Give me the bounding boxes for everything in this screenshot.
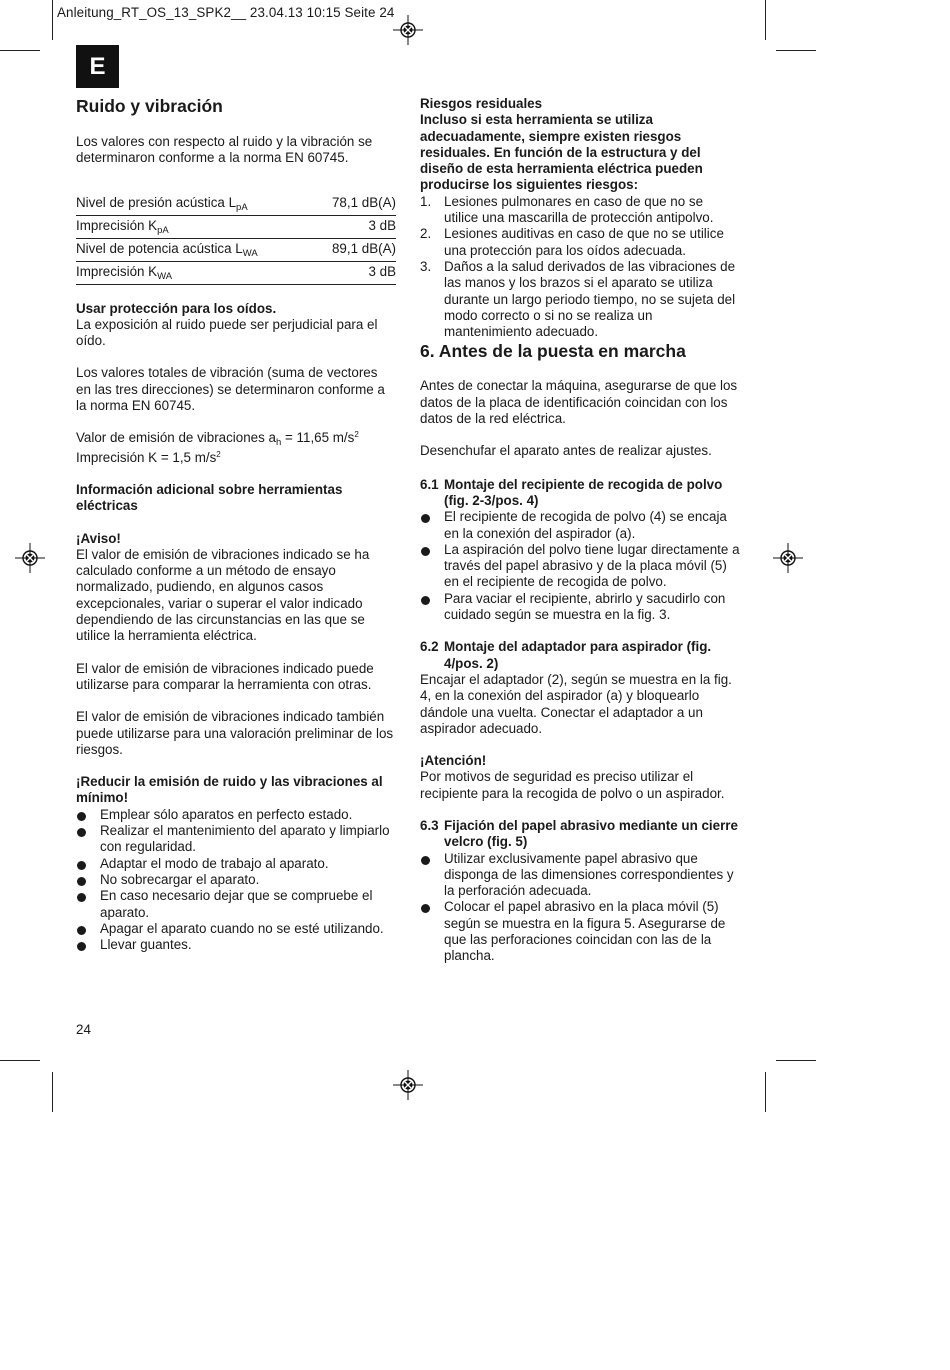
- language-tab: E: [76, 45, 119, 88]
- connect-paragraph: Antes de conectar la máquina, asegurarse de que los datos de la placa de identificación coincidan con los datos de la red eléctrica.: [420, 378, 738, 427]
- spec-label: Imprecisión K: [76, 218, 158, 234]
- vibration-intro: Los valores totales de vibración (suma de vectores en las tres direcciones) se determinaron conforme a la norma EN 60745.: [76, 365, 385, 414]
- subsection-6-2-heading: 6.2 Montaje del adaptador para aspirador (fig. 4/pos. 2): [420, 639, 712, 671]
- spec-subscript: pA: [236, 202, 248, 214]
- subsection-6-3-heading: 6.3 Fijación del papel abrasivo mediante un cierre velcro (fig. 5): [420, 817, 738, 850]
- prelim-paragraph: El valor de emisión de vibraciones indicado también puede utilizarse para una valoración preliminar de los riesgos.: [76, 709, 394, 757]
- spec-label: Nivel de presión acústica L: [76, 195, 237, 211]
- subsection-6-1-heading: 6.1 Montaje del recipiente de recogida de polvo (fig. 2-3/pos. 4): [420, 476, 723, 508]
- spec-value: 89,1 dB(A): [313, 238, 396, 261]
- spec-subscript: WA: [242, 248, 258, 260]
- list-item: No sobrecargar el aparato.: [76, 872, 396, 888]
- vibration-value: Valor de emisión de vibraciones $a_h = 11,65$ $m/s^2$: [76, 430, 359, 449]
- right-column: [420, 96, 740, 965]
- spec-subscript: pA: [157, 225, 169, 237]
- table-row: [76, 238, 396, 261]
- spec-value: 3 dB: [313, 261, 396, 284]
- residual-risks-intro: Incluso si esta herramienta se utiliza adecuadamente, siempre existen riesgos residuales. En función de la estructura y del diseño de esta herramienta eléctrica pueden producirse los siguientes riesgos:: [420, 112, 703, 193]
- list-item: La aspiración del polvo tiene lugar directamente a través del papel abrasivo y de la placa móvil (5) en el recipiente de recogida de polvo.: [420, 542, 740, 591]
- vibration-uncertainty: Imprecisión K = 1,5 $m/s^2$: [76, 449, 221, 465]
- section-title-startup: 6. Antes de la puesta en marcha: [420, 341, 686, 362]
- reduce-heading: ¡Reducir la emisión de ruido y las vibraciones al mínimo!: [76, 774, 383, 806]
- registration-mark-icon: [773, 543, 803, 573]
- list-item: Llevar guantes.: [76, 937, 396, 953]
- list-item: El recipiente de recogida de polvo (4) se encaja en la conexión del aspirador (a).: [420, 509, 740, 542]
- list-item: 1. Lesiones pulmonares en caso de que no se utilice una mascarilla de protección antipolvo.: [420, 193, 714, 226]
- compare-paragraph: El valor de emisión de vibraciones indicado puede utilizarse para comparar la herramienta con otras.: [76, 660, 374, 692]
- warning-text: El valor de emisión de vibraciones indicado se ha calculado conforme a un método de ensayo normalizado, pudiendo, en algunos casos excepcionales, variar o superar el valor indicado dependiendo de las circunstancias en las que se utilice la herramienta eléctrica.: [76, 546, 370, 644]
- list-item: En caso necesario dejar que se compruebe el aparato.: [76, 888, 396, 921]
- spec-subscript: WA: [157, 271, 173, 283]
- list-item: 2. Lesiones auditivas en caso de que no se utilice una protección para los oídos adecuada.: [420, 226, 724, 258]
- registration-mark-icon: [393, 1070, 423, 1100]
- list-item: Apagar el aparato cuando no se esté utilizando.: [76, 921, 396, 937]
- subsection-6-2-text: Encajar el adaptador (2), según se muestra en la fig. 4, en la conexión del aspirador (a) y bloquearlo dándole una vuelta. Conectar el adaptador a un aspirador adecuado.: [420, 671, 732, 736]
- table-row: [76, 215, 396, 238]
- left-column: [76, 95, 396, 953]
- print-slug: Anleitung_RT_OS_13_SPK2__ 23.04.13 10:15 Seite 24: [57, 5, 395, 20]
- list-item: Colocar el papel abrasivo en la placa móvil (5) según se muestra en la figura 5. Asegurarse de que las perforaciones coincidan con las de la plancha.: [420, 899, 740, 964]
- spec-label: Imprecisión K: [76, 264, 158, 280]
- unplug-paragraph: Desenchufar el aparato antes de realizar ajustes.: [420, 443, 712, 459]
- list-item: Utilizar exclusivamente papel abrasivo que disponga de las dimensiones correspondientes y la perforación adecuada.: [420, 851, 740, 900]
- ear-protection-heading: Usar protección para los oídos.: [76, 300, 277, 316]
- noise-spec-table: [76, 193, 396, 285]
- ear-protection-text: La exposición al ruido puede ser perjudicial para el oído.: [76, 316, 378, 349]
- registration-mark-icon: [15, 543, 45, 573]
- subsection-6-1-list: [420, 509, 740, 623]
- registration-mark-icon: [393, 15, 423, 45]
- noise-intro: Los valores con respecto al ruido y la vibración se determinaron conforme a la norma EN 60745.: [76, 134, 373, 166]
- list-item: Para vaciar el recipiente, abrirlo y sacudirlo con cuidado según se muestra en la fig. 3.: [420, 591, 740, 624]
- list-item: Realizar el mantenimiento del aparato y limpiarlo con regularidad.: [76, 823, 396, 856]
- info-heading: Información adicional sobre herramientas eléctricas: [76, 481, 343, 514]
- spec-label: Nivel de potencia acústica L: [76, 241, 243, 257]
- table-row: [76, 261, 396, 284]
- table-row: [76, 193, 396, 216]
- spec-value: 78,1 dB(A): [313, 193, 396, 216]
- attention-text: Por motivos de seguridad es preciso utilizar el recipiente para la recogida de polvo o un aspirador.: [420, 769, 725, 801]
- list-item: 3. Daños a la salud derivados de las vibraciones de las manos y los brazos si el aparato se utiliza durante un largo periodo tiempo, no se sujeta del modo correcto o si no se realiza un mantenimiento adecuado.: [420, 258, 736, 340]
- section-title-noise: Ruido y vibración: [76, 96, 223, 116]
- residual-risks-heading: Riesgos residuales: [420, 96, 543, 111]
- list-item: Adaptar el modo de trabajo al aparato.: [76, 856, 396, 872]
- warning-heading: ¡Aviso!: [76, 530, 121, 546]
- list-item: Emplear sólo aparatos en perfecto estado.: [76, 807, 396, 823]
- page-number: 24: [76, 1022, 91, 1037]
- subsection-6-3-list: [420, 851, 740, 965]
- risk-list: [420, 194, 740, 341]
- spec-value: 3 dB: [313, 215, 396, 238]
- reduce-list: [76, 807, 396, 954]
- attention-heading: ¡Atención!: [420, 753, 487, 769]
